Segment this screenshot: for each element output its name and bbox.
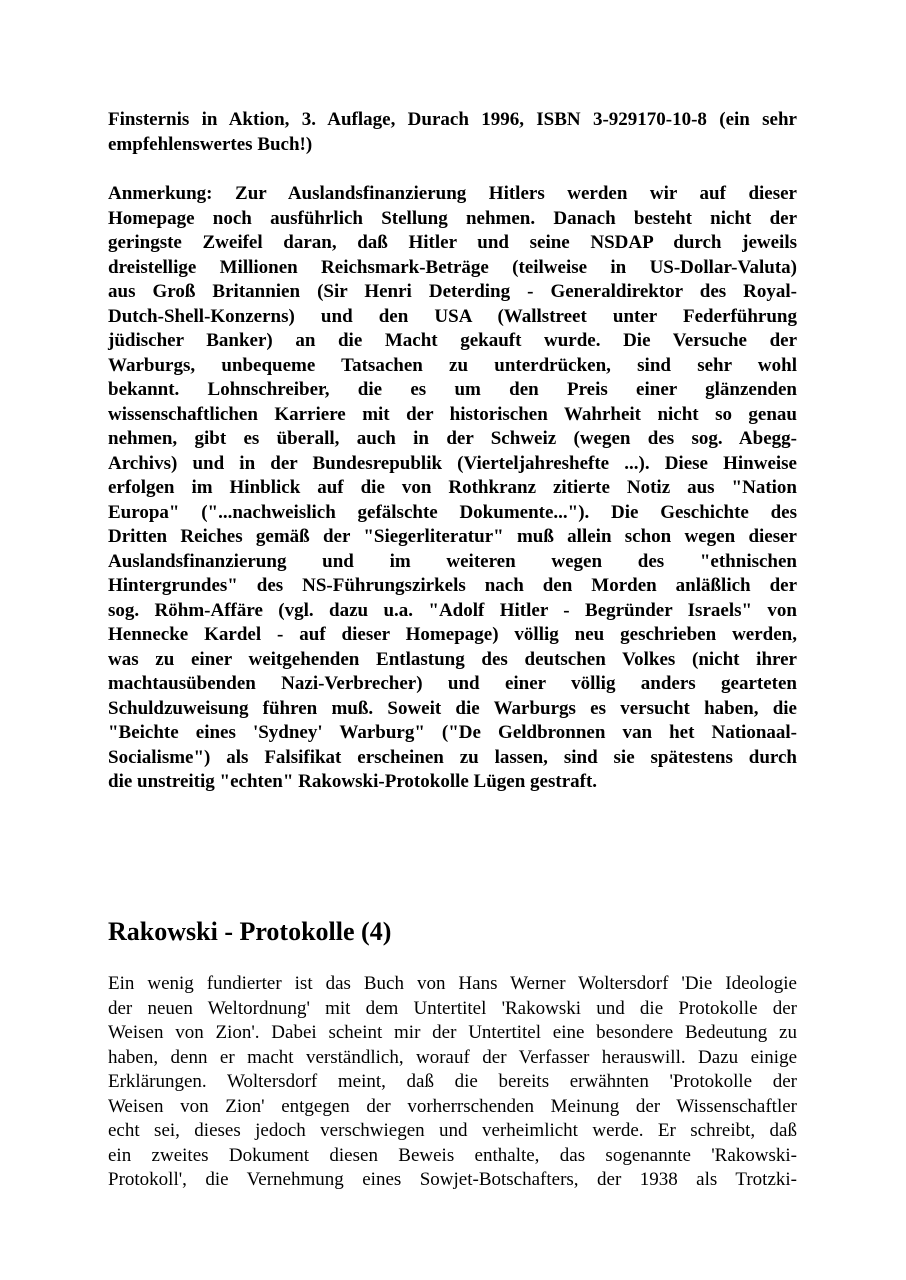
text-line: Schuldzuweisung führen muß. Soweit die Warburgs es versucht haben, die bbox=[108, 697, 797, 719]
citation-paragraph bbox=[108, 108, 797, 157]
text-line: Finsternis in Aktion, 3. Auflage, Durach 1996, ISBN 3-929170-10-8 (ein sehr bbox=[108, 109, 797, 130]
text-line: Dutch-Shell-Konzerns) und den USA (Wallstreet unter Federführung bbox=[108, 305, 797, 327]
text-line: jüdischer Banker) an die Macht gekauft wurde. Die Versuche der bbox=[108, 330, 797, 351]
text-line: Ein wenig fundierter ist das Buch von Hans Werner Woltersdorf 'Die Ideologie bbox=[108, 973, 797, 994]
text-line: Hintergrundes" des NS-Führungszirkels nach den Morden anläßlich der bbox=[108, 575, 797, 596]
text-line: Auslandsfinanzierung und im weiteren wegen des "ethnischen bbox=[108, 550, 797, 572]
text-line: die unstreitig "echten" Rakowski-Protokolle Lügen gestraft. bbox=[108, 771, 598, 792]
text-line: was zu einer weitgehenden Entlastung des deutschen Volkes (nicht ihrer bbox=[108, 648, 797, 670]
text-line: bekannt. Lohnschreiber, die es um den Preis einer glänzenden bbox=[108, 379, 797, 400]
text-line: Weisen von Zion'. Dabei scheint mir der Untertitel eine besondere Bedeutung zu bbox=[108, 1022, 797, 1043]
text-line: Hennecke Kardel - auf dieser Homepage) völlig neu geschrieben werden, bbox=[108, 624, 797, 645]
text-line: Warburgs, unbequeme Tatsachen zu unterdrücken, sind sehr wohl bbox=[108, 354, 797, 376]
text-line: der neuen Weltordnung' mit dem Untertitel 'Rakowski und die Protokolle der bbox=[108, 997, 797, 1019]
text-line: Erklärungen. Woltersdorf meint, daß die bereits erwähnten 'Protokolle der bbox=[108, 1071, 797, 1092]
text-line: echt sei, dieses jedoch verschwiegen und verheimlicht werde. Er schreibt, daß bbox=[108, 1120, 797, 1141]
text-line: Weisen von Zion' entgegen der vorherrschenden Meinung der Wissenschaftler bbox=[108, 1095, 797, 1117]
text-line: empfehlenswertes Buch!) bbox=[108, 133, 313, 155]
text-line: Socialisme") als Falsifikat erscheinen zu lassen, sind sie spätestens durch bbox=[108, 746, 797, 768]
text-line: nehmen, gibt es überall, auch in der Schweiz (wegen des sog. Abegg- bbox=[108, 428, 797, 449]
text-line: machtausübenden Nazi-Verbrecher) und einer völlig anders gearteten bbox=[108, 673, 797, 694]
section-body-paragraph bbox=[108, 972, 797, 1193]
text-line: erfolgen im Hinblick auf die von Rothkranz zitierte Notiz aus "Nation bbox=[108, 477, 797, 498]
text-line: Archivs) und in der Bundesrepublik (Vierteljahreshefte ...). Diese Hinweise bbox=[108, 452, 797, 474]
text-line: aus Groß Britannien (Sir Henri Deterding - Generaldirektor des Royal- bbox=[108, 281, 797, 302]
text-line: Europa" ("...nachweislich gefälschte Dokumente..."). Die Geschichte des bbox=[108, 501, 797, 523]
text-line: Dritten Reiches gemäß der "Siegerliteratur" muß allein schon wegen dieser bbox=[108, 526, 797, 547]
text-line: Homepage noch ausführlich Stellung nehmen. Danach besteht nicht der bbox=[108, 207, 797, 229]
text-line: dreistellige Millionen Reichsmark-Beträge (teilweise in US-Dollar-Valuta) bbox=[108, 256, 797, 278]
text-line: geringste Zweifel daran, daß Hitler und seine NSDAP durch jeweils bbox=[108, 232, 797, 253]
text-line: ein zweites Dokument diesen Beweis enthalte, das sogenannte 'Rakowski- bbox=[108, 1144, 797, 1166]
section-heading: Rakowski - Protokolle (4) bbox=[108, 917, 392, 946]
text-line: Protokoll', die Vernehmung eines Sowjet-Botschafters, der 1938 als Trotzki- bbox=[108, 1169, 797, 1190]
text-line: haben, denn er macht verständlich, worauf der Verfasser herauswill. Dazu einige bbox=[108, 1046, 797, 1068]
text-line: Anmerkung: Zur Auslandsfinanzierung Hitlers werden wir auf dieser bbox=[108, 183, 797, 204]
text-line: wissenschaftlichen Karriere mit der historischen Wahrheit nicht so genau bbox=[108, 403, 797, 425]
remark-paragraph bbox=[108, 182, 797, 795]
text-line: sog. Röhm-Affäre (vgl. dazu u.a. "Adolf Hitler - Begründer Israels" von bbox=[108, 599, 797, 621]
text-line: "Beichte eines 'Sydney' Warburg" ("De Geldbronnen van het Nationaal- bbox=[108, 722, 797, 743]
